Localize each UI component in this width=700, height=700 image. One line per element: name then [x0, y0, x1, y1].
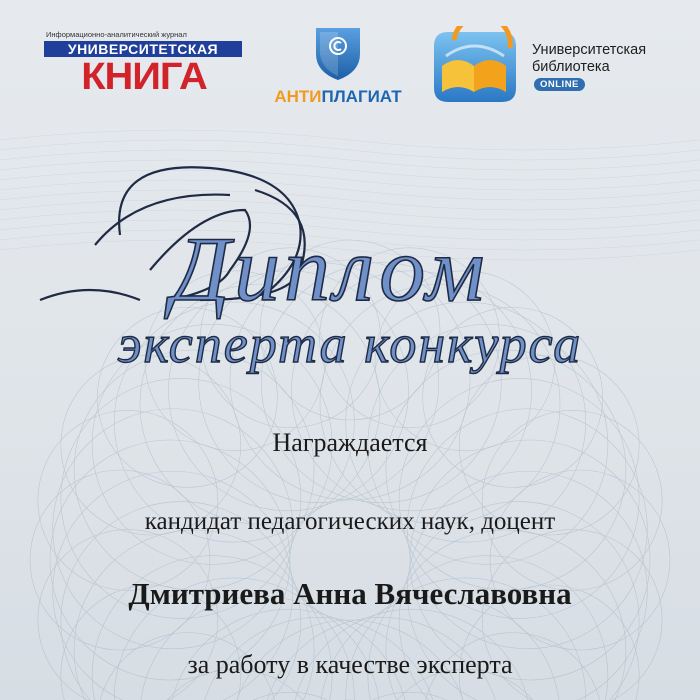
online-badge: ONLINE: [534, 78, 585, 91]
logo-university-library: [424, 22, 664, 112]
library-name: [532, 42, 646, 76]
award-reason: за работу в качестве эксперта: [187, 650, 513, 679]
title-line1: Диплом: [171, 218, 489, 320]
recipient-degree: кандидат педагогических наук, доцент: [144, 508, 556, 535]
library-name-line2: библиотека: [532, 59, 610, 75]
library-name-line1: Университетская: [532, 42, 647, 58]
antiplagiat-part1: АНТИ: [274, 87, 322, 106]
kniga-title: КНИГА: [81, 56, 207, 98]
open-book-icon: [424, 26, 524, 108]
kniga-band: [44, 41, 242, 57]
diploma-title: [0, 150, 700, 390]
logo-antiplagiat: [258, 24, 418, 109]
shield-copyright-icon: [308, 24, 368, 84]
recipient-name: Дмитриева Анна Вячеславовна: [128, 576, 572, 611]
antiplagiat-part2: ПЛАГИАТ: [321, 87, 402, 106]
logo-universitetskaya-kniga: [44, 30, 244, 100]
antiplagiat-wordmark: [258, 87, 418, 107]
kniga-band-text: УНИВЕРСИТЕТСКАЯ: [67, 41, 219, 57]
kniga-subtitle: Информационно-аналитический журнал: [46, 30, 187, 39]
title-line2: эксперта конкурса: [117, 314, 583, 374]
award-heading: Награждается: [272, 428, 428, 457]
